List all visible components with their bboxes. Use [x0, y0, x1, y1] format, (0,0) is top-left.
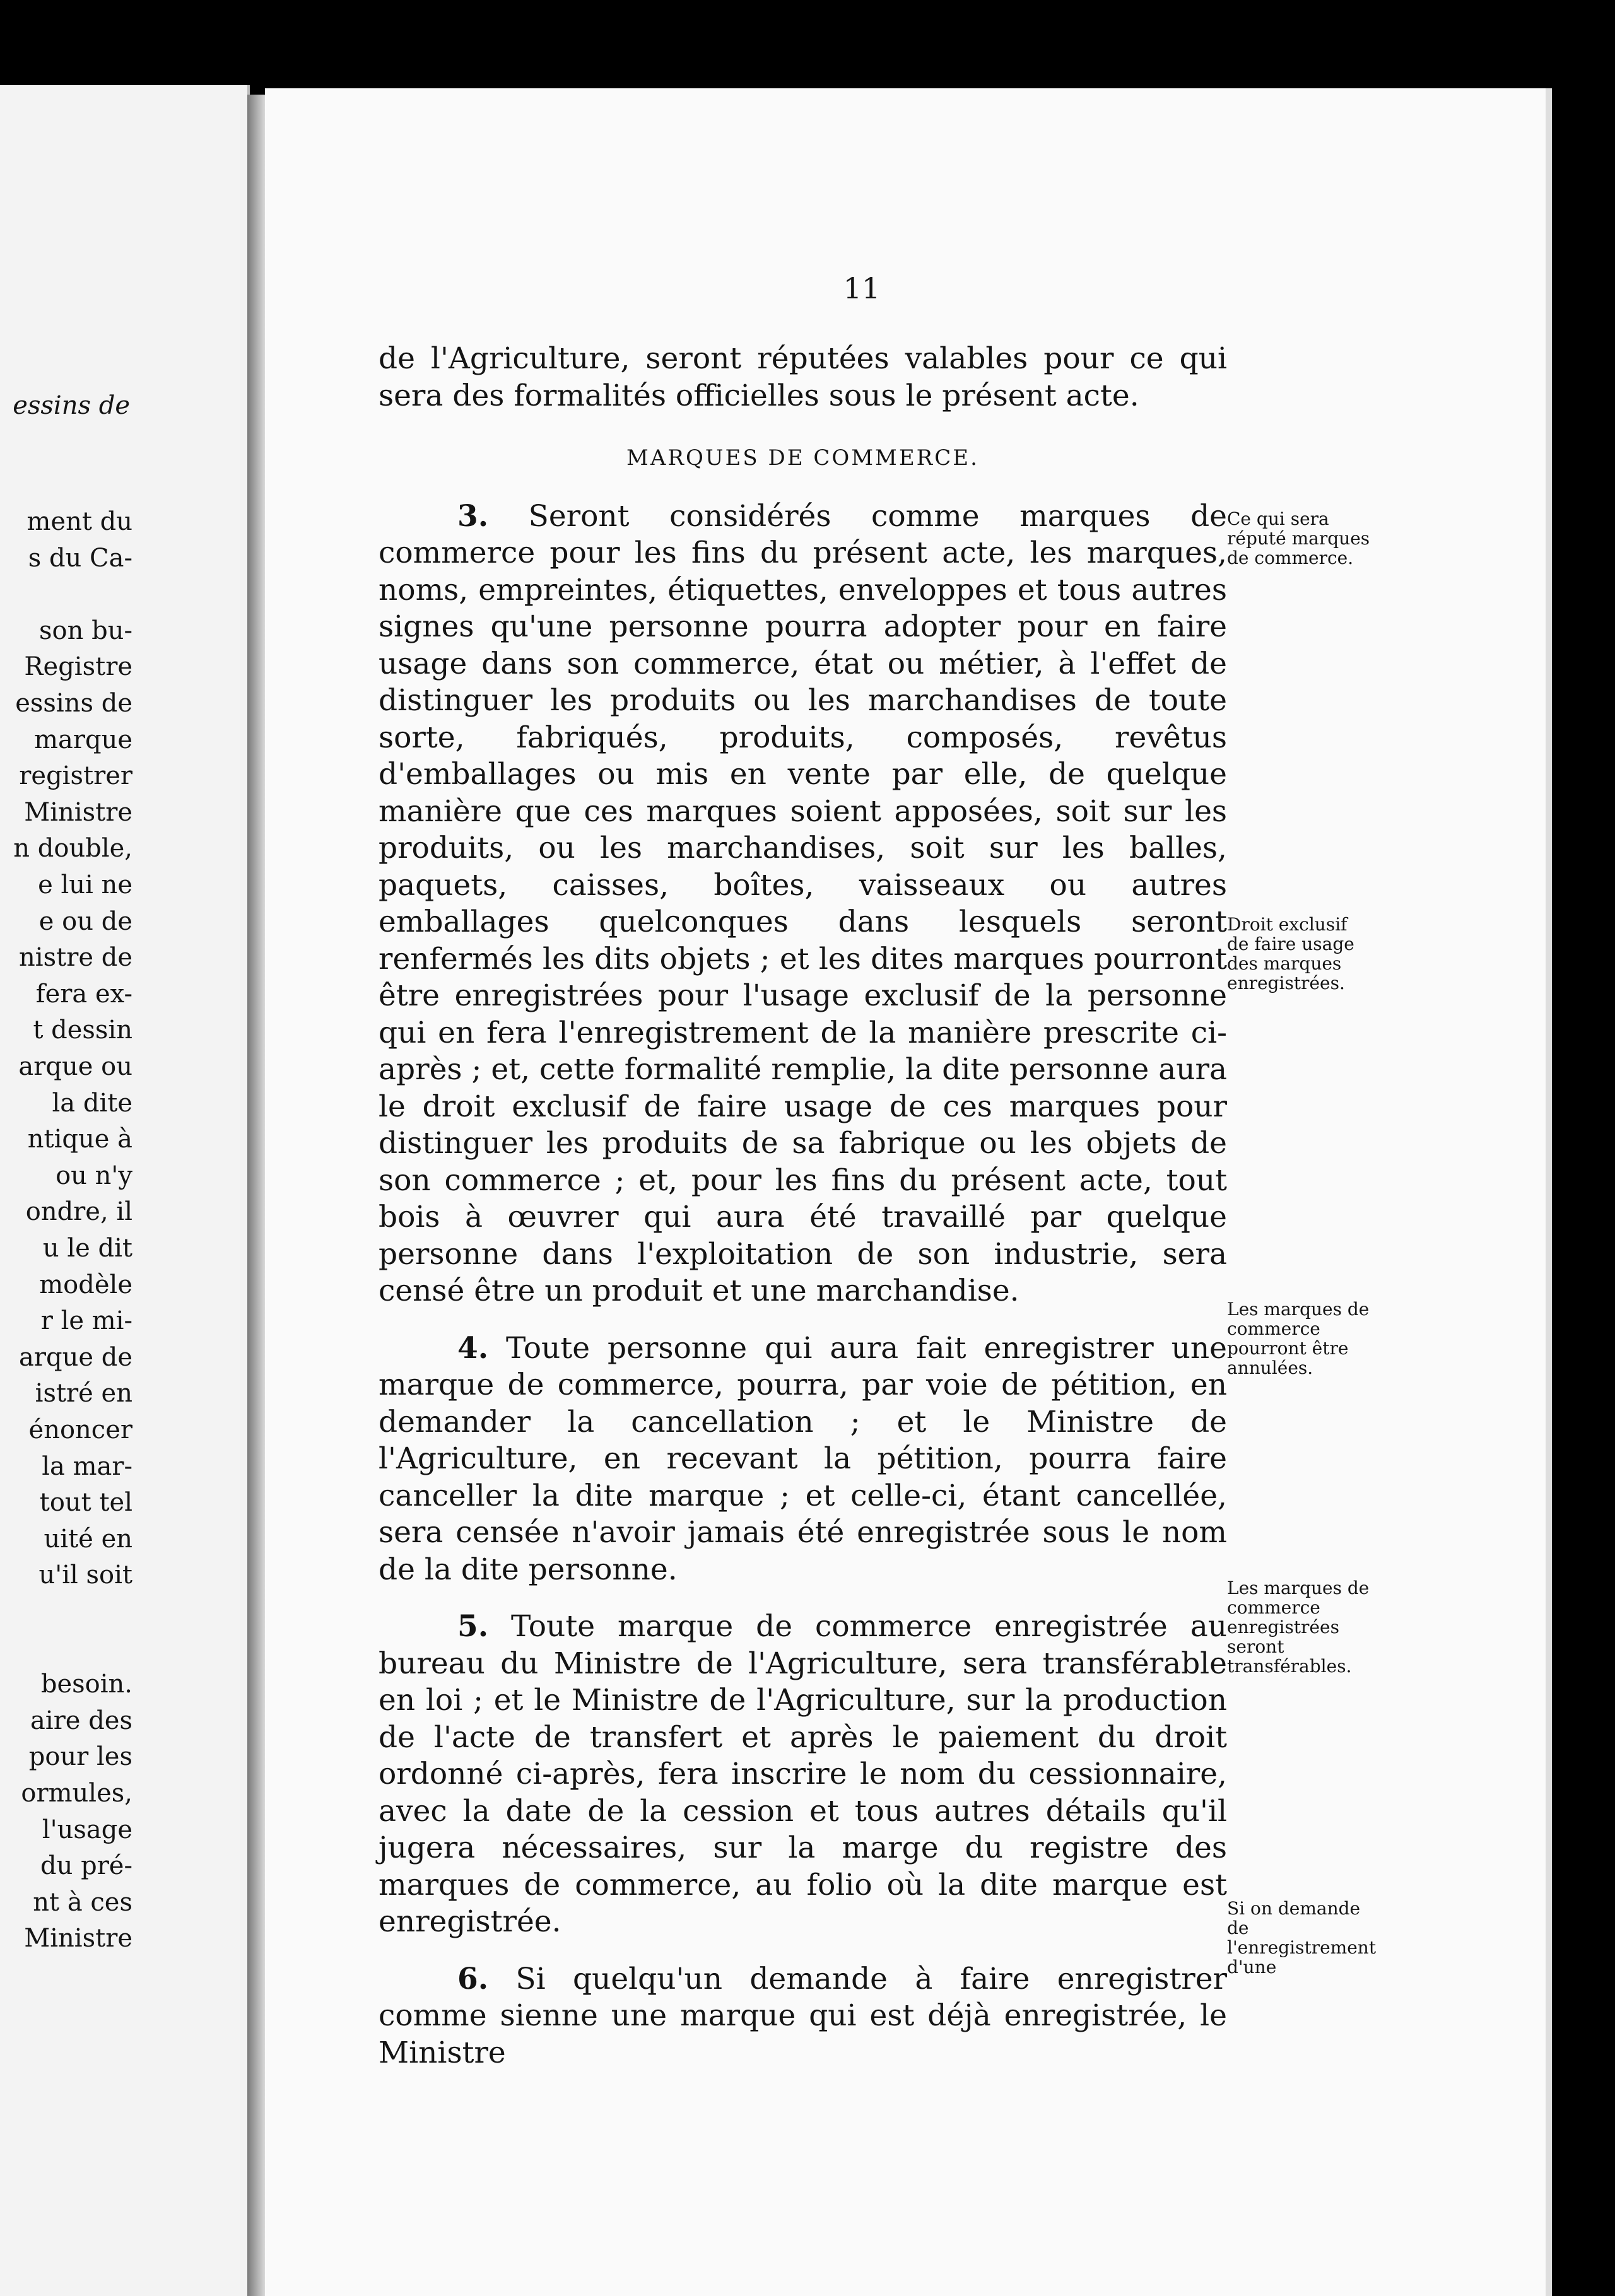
section-title: MARQUES DE COMMERCE. [626, 445, 979, 471]
section-3-number: 3. [457, 498, 489, 534]
left-page-fragment-line: Ministre [24, 1924, 132, 1953]
left-page-fragment-line: modèle [39, 1270, 132, 1299]
left-page-fragment-line: r le mi- [40, 1306, 132, 1336]
margin-note-registration: Si on demande de l'enregistrement d'une [1227, 1898, 1377, 1977]
left-page-fragment-line: la dite [52, 1088, 132, 1118]
left-page-fragment-line: ormules, [21, 1779, 132, 1808]
left-page-fragment-line: ntique à [27, 1125, 132, 1154]
left-page-fragment-line: u'il soit [38, 1561, 132, 1590]
left-page-fragment-line: l'usage [42, 1815, 132, 1844]
section-4-paragraph [379, 1330, 1227, 1589]
section-5-number: 5. [457, 1609, 489, 1644]
left-page-fragment-line: nistre de [19, 943, 132, 973]
left-page-fragment [0, 85, 250, 2296]
left-page-fragment-line: essins de [15, 689, 132, 718]
main-text-column [379, 341, 1227, 2071]
left-page-fragment-line: e lui ne [38, 870, 132, 899]
left-page-fragment-line: uité en [44, 1524, 132, 1554]
section-5-text: Toute marque de commerce enregistrée au bureau du Ministre de l'Agriculture, sera transférable en loi ; et le Ministre de l'Agriculture, sur la production de l'acte de transfert et après le paiement du droit ordonné ci-après, fera inscrire le nom du cessionnaire, avec la date de la cession et tous autres détails qu'il jugera nécessaires, sur la marge du registre des marques de commerce, au folio où la dite marque est enregistrée. [379, 1609, 1227, 1939]
margin-note-exclusive-right: Droit exclusif de faire usage des marques enregistrées. [1227, 914, 1354, 993]
left-page-fragment-line: nt à ces [33, 1887, 132, 1917]
section-4-text: Toute personne qui aura fait enregistrer une marque de commerce, pourra, par voie de pétition, en demander la cancellation ; et le Ministre de l'Agriculture, en recevant la pétition, pourra faire canceller la dite marque ; et celle-ci, étant cancellée, sera censée n'avoir jamais été enregistrée sous le nom de la dite personne. [379, 1330, 1227, 1587]
left-page-fragment-line: n double, [13, 834, 132, 864]
section-4-number: 4. [457, 1330, 489, 1366]
section-6-text: Si quelqu'un demande à faire enregistrer comme sienne une marque qui est déjà enregistrée, le Ministre [379, 1961, 1227, 2070]
left-page-fragment-line: la mar- [42, 1451, 132, 1481]
left-page-fragment-line: arque ou [18, 1052, 132, 1081]
left-page-fragment-line: ment du [26, 507, 132, 536]
section-6-paragraph [379, 1961, 1227, 2072]
section-3-paragraph [379, 498, 1227, 1310]
left-page-fragment-line: registrer [19, 761, 132, 791]
book-gutter [247, 95, 265, 2296]
margin-note-transfer: Les marques de commerce enregistrées seront transférables. [1227, 1578, 1370, 1677]
left-page-fragment-line: u le dit [42, 1234, 132, 1263]
left-page-fragment-line: énoncer [28, 1415, 132, 1444]
margin-note-trade-marks: Ce qui sera réputé marques de commerce. [1227, 508, 1370, 568]
left-page-top-fragment: essins de [13, 391, 130, 420]
section-5-paragraph [379, 1608, 1227, 1941]
left-page-fragment-line: besoin. [40, 1670, 132, 1699]
section-3-text: Seront considérés comme marques de commerce pour les fins du présent acte, les marques, noms, empreintes, étiquettes, enveloppes et tous autres signes qu'une personne pourra adopter pour en faire usage dans son commerce, état ou métier, à l'effet de distinguer les produits ou les marchandises de toute sorte, fabriqués, produits, composés, revêtus d'emballages ou mis en vente par elle, de quelque manière que ces marques soient apposées, soit sur les produits, ou les marchandises, soit sur les balles, paquets, caisses, boîtes, vaisseaux ou autres emballages quelconques dans lesquels seront renfermés les dits objets ; et les dites marques pourront être enregistrées pour l'usage exclusif de la personne qui en fera l'enregistrement de la manière prescrite ci-après ; et, cette formalité remplie, la dite personne aura le droit exclusif de faire usage de ces marques pour distinguer les produits de sa fabrique ou les objets de son commerce ; et, pour les fins du présent acte, tout bois à œuvrer qui aura été travaillé par quelque personne dans l'exploitation de son industrie, sera censé être un produit et une marchandise. [379, 498, 1227, 1308]
left-page-fragment-line: son bu- [39, 616, 132, 645]
left-page-fragment-line: arque de [19, 1342, 132, 1372]
left-page-fragment-line: fera ex- [35, 979, 132, 1009]
left-page-fragment-line: istré en [35, 1379, 132, 1409]
intro-paragraph: de l'Agriculture, seront réputées valables pour ce qui sera des formalités officielles sous le présent acte. [379, 341, 1227, 413]
left-page-fragment-line: ondre, il [25, 1197, 132, 1227]
left-page-fragment-line: aire des [30, 1706, 132, 1735]
section-6-number: 6. [457, 1961, 489, 1996]
left-page-fragment-line: marque [34, 725, 132, 754]
page-number: 11 [843, 271, 881, 305]
margin-note-cancellation: Les marques de commerce pourront être annulées. [1227, 1299, 1370, 1378]
left-page-fragment-line: Registre [24, 652, 132, 682]
left-page-fragment-line: ou n'y [56, 1161, 132, 1190]
right-page [265, 88, 1552, 2296]
left-page-fragment-line: e ou de [38, 906, 132, 936]
left-page-fragment-line: du pré- [40, 1851, 132, 1881]
left-page-fragment-line: s du Ca- [28, 543, 132, 573]
left-page-fragment-line: Ministre [24, 797, 132, 827]
left-page-fragment-line: tout tel [39, 1488, 132, 1518]
left-page-fragment-line: pour les [28, 1742, 132, 1772]
left-page-fragment-line: t dessin [33, 1016, 132, 1045]
